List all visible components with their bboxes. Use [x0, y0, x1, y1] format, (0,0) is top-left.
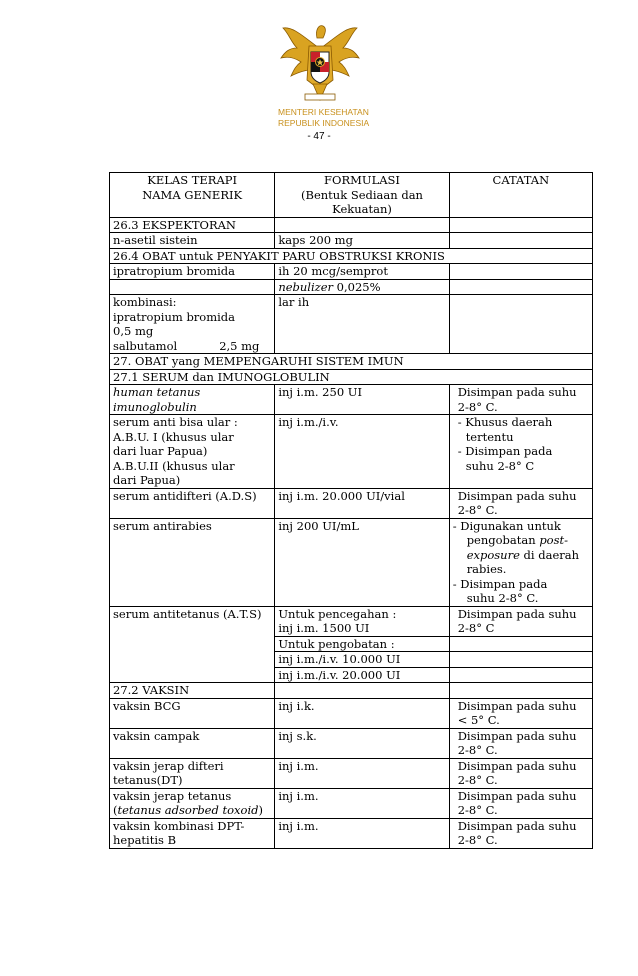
name-line: A.B.U.II (khusus ular — [113, 458, 235, 473]
name-line: vaksin jerap tetanus — [113, 788, 232, 803]
generic-name: vaksin BCG — [110, 698, 275, 728]
note-line: 2-8° C. — [457, 773, 498, 787]
table-row — [110, 606, 593, 636]
table-row — [110, 488, 593, 518]
note — [449, 606, 592, 636]
formulation-line: inj i.m. 1500 UI — [278, 621, 370, 635]
column-header-generic-name — [110, 173, 275, 218]
table-cell — [275, 683, 449, 699]
name-line: dari Papua) — [113, 473, 181, 487]
section-title: 26.3 EKSPEKTORAN — [110, 217, 275, 233]
note-line — [453, 548, 589, 563]
table-row — [110, 728, 593, 758]
generic-name: serum antitetanus (A.T.S) — [110, 606, 275, 683]
formulation: inj s.k. — [275, 728, 449, 758]
note-line: Disimpan pada suhu — [457, 758, 577, 773]
note — [449, 818, 592, 848]
table-row — [110, 295, 593, 354]
header-text: FORMULASI — [324, 173, 400, 187]
table-row — [110, 788, 593, 818]
note-line: Disimpan pada suhu — [457, 606, 577, 621]
name-italic: tetanus adsorbed toxoid — [117, 803, 259, 817]
name-line: kombinasi: — [113, 295, 177, 309]
note — [449, 279, 592, 295]
note-italic: post- — [539, 533, 569, 547]
note — [449, 636, 592, 652]
page-header — [0, 0, 638, 150]
note-line: tertentu — [465, 429, 514, 444]
note — [449, 788, 592, 818]
name-line: imunoglobulin — [113, 399, 197, 414]
generic-name — [110, 295, 275, 354]
section-title: 27.2 VAKSIN — [110, 683, 275, 699]
note-line: 2-8° C. — [457, 503, 498, 517]
note-line: - Disimpan pada — [452, 576, 548, 591]
generic-name — [110, 385, 275, 415]
note-line: suhu 2-8° C. — [466, 591, 539, 605]
drug-table — [109, 172, 593, 849]
formulation: lar ih — [275, 295, 449, 354]
column-header-formulation — [275, 173, 449, 218]
note — [449, 667, 592, 683]
generic-name — [110, 818, 275, 848]
section-title: 27. OBAT yang MEMPENGARUHI SISTEM IMUN — [110, 354, 593, 370]
note-line: - Disimpan pada — [457, 444, 553, 458]
header-text: NAMA GENERIK — [142, 187, 243, 202]
table-row — [110, 818, 593, 848]
note-line: Disimpan pada suhu — [457, 818, 577, 833]
note — [449, 233, 592, 249]
section-row — [110, 248, 593, 264]
table-row — [110, 415, 593, 489]
generic-name — [110, 788, 275, 818]
formulation-line: Untuk pencegahan : — [278, 606, 397, 621]
generic-name — [110, 758, 275, 788]
name-line: serum anti bisa ular : — [113, 415, 238, 429]
generic-name: vaksin campak — [110, 728, 275, 758]
formulation — [275, 279, 449, 295]
table-cell — [449, 683, 592, 699]
formulation: inj i.m. — [275, 758, 449, 788]
name-line: tetanus(DT) — [113, 773, 183, 787]
note-text: pengobatan — [466, 533, 540, 547]
section-title: 26.4 OBAT untuk PENYAKIT PARU OBSTRUKSI KRONIS — [110, 248, 593, 264]
header-text: Kekuatan) — [332, 202, 392, 216]
name-part: ( — [113, 803, 118, 817]
note-line: - Khusus daerah — [457, 415, 553, 429]
formulation: inj i.m./i.v. 20.000 UI — [275, 667, 449, 683]
name-line: vaksin kombinasi DPT- — [113, 818, 245, 833]
note-line: < 5° C. — [457, 713, 500, 727]
note-line: Disimpan pada suhu — [457, 788, 577, 803]
column-header-notes — [449, 173, 592, 218]
generic-name: serum antidifteri (A.D.S) — [110, 488, 275, 518]
note-text: di daerah — [519, 547, 580, 562]
table-header-row — [110, 173, 593, 218]
note-line: - Digunakan untuk — [452, 518, 561, 533]
note — [449, 758, 592, 788]
formulation: inj 200 UI/mL — [275, 518, 449, 606]
page-number: - 47 - — [307, 131, 331, 142]
name-line: hepatitis B — [113, 833, 177, 847]
note-line: Disimpan pada suhu — [457, 698, 577, 713]
section-title: 27.1 SERUM dan IMUNOGLOBULIN — [110, 369, 593, 385]
ministry-label — [278, 107, 388, 129]
formulation: inj i.m./i.v. — [275, 415, 449, 489]
note-line — [453, 533, 589, 548]
table-cell — [449, 217, 592, 233]
formulation: inj i.m. 250 UI — [275, 385, 449, 415]
section-row — [110, 217, 593, 233]
note — [449, 488, 592, 518]
garuda-emblem-icon — [275, 18, 365, 108]
name-line: ipratropium bromida — [113, 309, 236, 324]
table-row — [110, 698, 593, 728]
formulation-italic: nebulizer — [278, 279, 334, 294]
name-line: A.B.U. I (khusus ular — [113, 429, 234, 444]
note-line: Disimpan pada suhu — [457, 728, 577, 743]
table-row — [110, 758, 593, 788]
note — [449, 652, 592, 668]
note — [449, 385, 592, 415]
generic-name: ipratropium bromida — [110, 264, 275, 280]
note-line: rabies. — [466, 562, 507, 576]
table-cell — [110, 279, 275, 295]
note-line: suhu 2-8° C — [465, 458, 535, 473]
note-line: 2-8° C. — [457, 743, 498, 757]
formulation: kaps 200 mg — [275, 233, 449, 249]
formulation: inj i.m./i.v. 10.000 UI — [275, 652, 449, 668]
ministry-line-2: REPUBLIK INDONESIA — [278, 118, 370, 128]
formulation — [275, 606, 449, 636]
formulation: Untuk pengobatan : — [275, 636, 449, 652]
note-line: 2-8° C. — [457, 399, 498, 414]
name-part: ) — [258, 803, 263, 817]
formulation: inj i.m. — [275, 818, 449, 848]
header-text: KELAS TERAPI — [147, 173, 238, 187]
table-row — [110, 279, 593, 295]
section-row — [110, 354, 593, 370]
name-line: human tetanus — [113, 385, 201, 399]
note-line: 2-8° C. — [457, 833, 498, 847]
name-part: salbutamol — [113, 338, 178, 353]
note-line: Disimpan pada suhu — [457, 488, 577, 503]
table-row — [110, 385, 593, 415]
name-line — [113, 803, 271, 818]
formulation: inj i.m. 20.000 UI/vial — [275, 488, 449, 518]
generic-name — [110, 415, 275, 489]
ministry-line-1: MENTERI KESEHATAN — [278, 107, 369, 117]
name-line — [113, 339, 271, 354]
note — [449, 518, 592, 606]
table-row — [110, 264, 593, 280]
note — [449, 295, 592, 354]
name-line: dari luar Papua) — [113, 444, 208, 458]
note — [449, 264, 592, 280]
formulation: ih 20 mcg/semprot — [275, 264, 449, 280]
generic-name: n-asetil sistein — [110, 233, 275, 249]
formulation: inj i.m. — [275, 788, 449, 818]
table-row — [110, 233, 593, 249]
header-text: (Bentuk Sediaan dan — [301, 187, 423, 202]
note-line: Disimpan pada suhu — [457, 385, 577, 399]
note-line: 2-8° C. — [457, 803, 498, 817]
generic-name: serum antirabies — [110, 518, 275, 606]
note-italic: exposure — [466, 547, 520, 562]
table-row — [110, 518, 593, 606]
formulation-text: 0,025% — [333, 279, 381, 294]
name-line: vaksin jerap difteri — [113, 758, 224, 773]
note-line: 2-8° C — [457, 621, 495, 635]
note — [449, 728, 592, 758]
note — [449, 698, 592, 728]
table-cell — [275, 217, 449, 233]
name-part: 2,5 mg — [219, 338, 260, 353]
header-text: CATATAN — [492, 173, 550, 187]
formulation: inj i.k. — [275, 698, 449, 728]
note — [449, 415, 592, 489]
name-line: 0,5 mg — [113, 324, 154, 338]
section-row — [110, 369, 593, 385]
section-row — [110, 683, 593, 699]
